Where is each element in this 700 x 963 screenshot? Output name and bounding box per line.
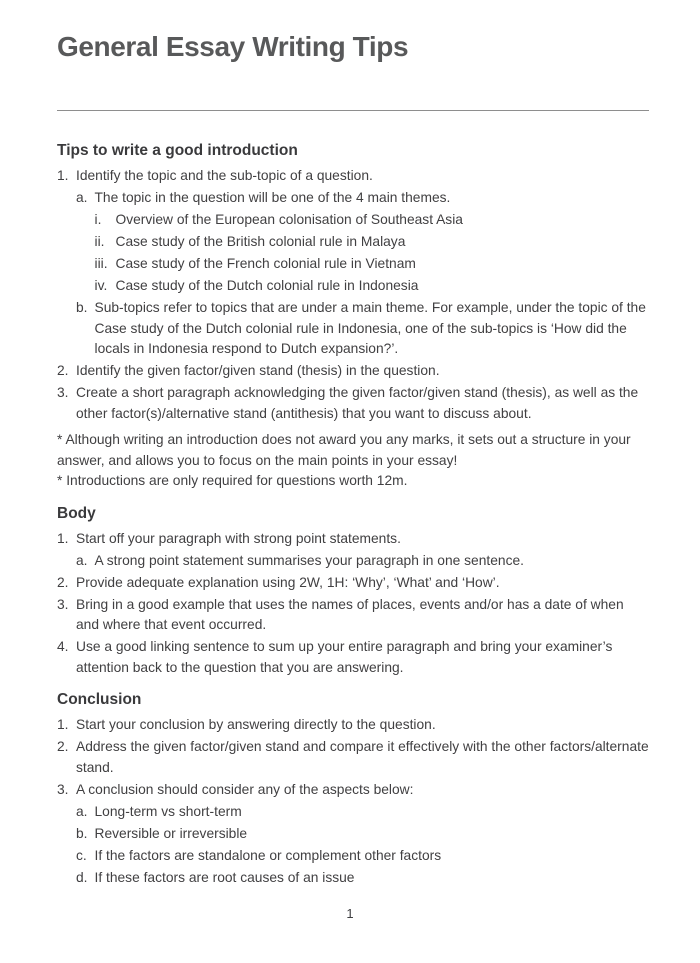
list-marker: d.: [76, 869, 88, 885]
list-text: Identify the given factor/given stand (thesis) in the question.: [76, 363, 440, 379]
list-item: [57, 868, 649, 889]
list-marker: b.: [76, 300, 88, 316]
list-item: [57, 276, 649, 297]
list-text: Case study of the Dutch colonial rule in Indonesia: [115, 278, 419, 294]
list-text: A strong point statement summarises your paragraph in one sentence.: [94, 552, 524, 568]
list-item: [57, 637, 649, 678]
list-marker: i.: [94, 212, 102, 228]
list-text: Address the given factor/given stand and compare it effectively with the other factors/alternate stand.: [76, 739, 649, 775]
list-text: A conclusion should consider any of the aspects below:: [76, 781, 414, 797]
title-divider: [57, 110, 649, 111]
list-item: [57, 595, 649, 636]
list-text: Long-term vs short-term: [94, 803, 242, 819]
page-number: 1: [346, 906, 354, 921]
section-body: [57, 504, 649, 679]
list-marker: a.: [76, 552, 88, 568]
section-heading-introduction: Tips to write a good introduction: [57, 142, 298, 160]
list-item: [57, 780, 649, 801]
list-text: Case study of the British colonial rule in Malaya: [115, 234, 406, 250]
list-marker: a.: [76, 190, 88, 206]
list-marker: 2.: [57, 739, 69, 755]
list-item: [57, 254, 649, 275]
list-item: [57, 715, 649, 736]
list-item: [57, 188, 649, 209]
list-text: If the factors are standalone or complement other factors: [94, 847, 442, 863]
note-text: * Although writing an introduction does not award you any marks, it sets out a structure in your answer, and allows you to focus on the main points in your essay!: [57, 432, 631, 468]
list-item: [57, 166, 649, 187]
list-marker: 3.: [57, 385, 69, 401]
list-text: Sub-topics refer to topics that are under a main theme. For example, under the topic of the Case study of the Dutch colonial rule in Indonesia, one of the sub-topics is ‘How did the locals in Indonesia respond to Dutch expansion?’.: [94, 300, 646, 357]
list-item: [57, 232, 649, 253]
list-marker: 2.: [57, 574, 69, 590]
list-marker: c.: [76, 847, 87, 863]
list-marker: 4.: [57, 639, 69, 655]
list-text: Case study of the French colonial rule in Vietnam: [115, 256, 416, 272]
list-text: Provide adequate explanation using 2W, 1H: ‘Why’, ‘What’ and ‘How’.: [76, 574, 500, 590]
section-heading-conclusion: Conclusion: [57, 691, 142, 709]
list-marker: 3.: [57, 596, 69, 612]
list-marker: a.: [76, 803, 88, 819]
list-text: The topic in the question will be one of the 4 main themes.: [94, 190, 451, 206]
list-text: Create a short paragraph acknowledging the given factor/given stand (thesis), as well as the other factor(s)/alternative stand (antithesis) that you want to discuss about.: [76, 385, 639, 421]
page-title: General Essay Writing Tips: [57, 31, 409, 62]
list-item: [57, 737, 649, 778]
list-item: [57, 846, 649, 867]
note-text: * Introductions are only required for questions worth 12m.: [57, 473, 408, 489]
section-conclusion: [57, 690, 649, 888]
list-text: Start off your paragraph with strong point statements.: [76, 530, 401, 546]
list-item: [57, 573, 649, 594]
list-item: [57, 529, 649, 550]
list-item: [57, 298, 649, 360]
list-marker: 1.: [57, 717, 69, 733]
list-text: Overview of the European colonisation of Southeast Asia: [115, 212, 463, 228]
section-introduction: [57, 141, 649, 492]
list-marker: iv.: [94, 278, 108, 294]
list-item: [57, 551, 649, 572]
list-text: Identify the topic and the sub-topic of a question.: [76, 168, 373, 184]
list-item: [57, 802, 649, 823]
list-item: [57, 361, 649, 382]
list-marker: 2.: [57, 363, 69, 379]
list-text: Reversible or irreversible: [94, 825, 248, 841]
list-marker: 1.: [57, 530, 69, 546]
list-marker: ii.: [94, 234, 105, 250]
list-item: [57, 824, 649, 845]
document-page: [57, 0, 649, 890]
list-text: If these factors are root causes of an issue: [94, 869, 355, 885]
introduction-notes: [57, 430, 649, 492]
list-item: [57, 210, 649, 231]
list-marker: iii.: [94, 256, 108, 272]
list-item: [57, 383, 649, 424]
list-text: Use a good linking sentence to sum up your entire paragraph and bring your examiner’s attention back to the question that you are answering.: [76, 639, 613, 675]
list-text: Start your conclusion by answering directly to the question.: [76, 717, 436, 733]
section-heading-body: Body: [57, 504, 96, 522]
list-marker: b.: [76, 825, 88, 841]
list-text: Bring in a good example that uses the names of places, events and/or has a date of when and where that event occurred.: [76, 596, 624, 633]
list-marker: 3.: [57, 781, 69, 797]
list-marker: 1.: [57, 168, 69, 184]
